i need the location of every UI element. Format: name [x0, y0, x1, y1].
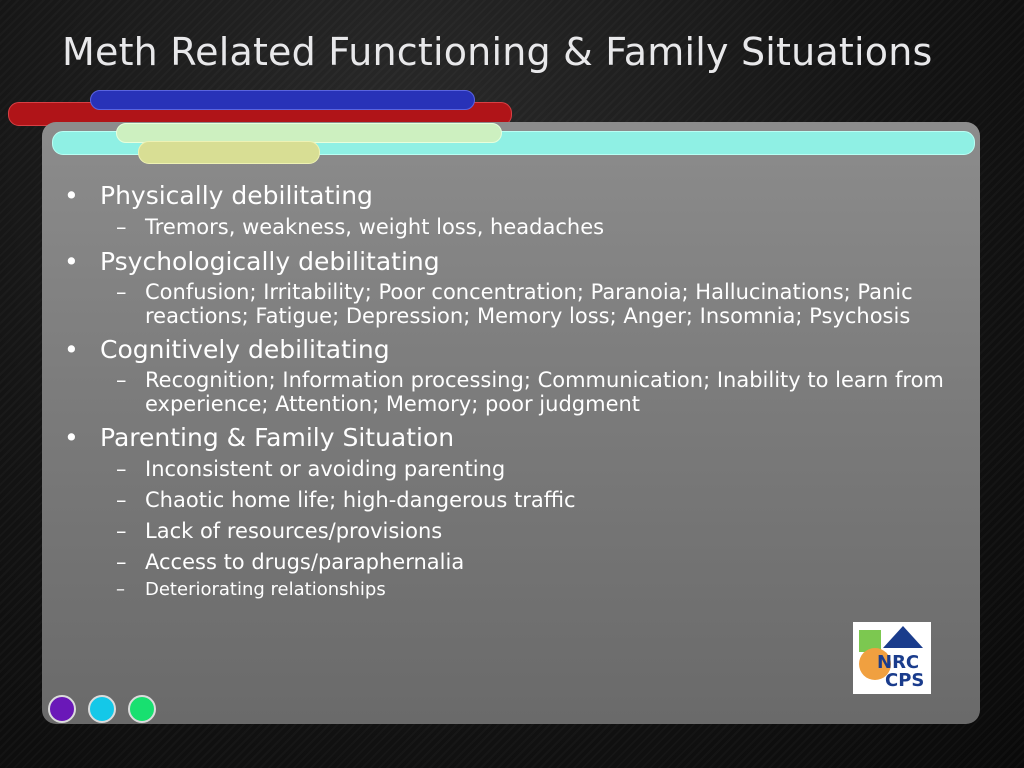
- sub-bullet-item: [116, 368, 964, 416]
- bullet-item: • Physically debilitating: [64, 180, 964, 212]
- dash-icon: –: [116, 215, 127, 239]
- sub-bullet-item: [116, 215, 964, 239]
- sub-bullet-text: Recognition; Information processing; Communication; Inability to learn from experience; Attention; Memory; poor judgment: [145, 368, 944, 416]
- purple-dot-icon: [48, 695, 76, 723]
- nrc-cps-logo: [853, 622, 931, 694]
- sub-bullet-text: Chaotic home life; high-dangerous traffic: [145, 488, 576, 512]
- sub-bullet-text: Access to drugs/paraphernalia: [145, 550, 465, 574]
- sub-bullet-text: Confusion; Irritability; Poor concentration; Paranoia; Hallucinations; Panic reactions; Fatigue; Depression; Memory loss; Anger; Insomnia; Psychosis: [145, 280, 913, 328]
- dash-icon: –: [116, 519, 127, 543]
- sub-bullet-text: Deteriorating relationships: [145, 579, 386, 600]
- bullet-list: [64, 180, 964, 601]
- bullet-item: • Cognitively debilitating: [64, 334, 964, 366]
- decorative-bar-yellow: [138, 141, 320, 164]
- sub-bullet-text: Lack of resources/provisions: [145, 519, 443, 543]
- sub-bullet-item: [116, 519, 964, 543]
- green-dot-icon: [128, 695, 156, 723]
- dash-icon: –: [116, 280, 127, 304]
- dash-icon: –: [116, 579, 125, 600]
- dash-icon: –: [116, 550, 127, 574]
- bullet-item: • Parenting & Family Situation: [64, 422, 964, 454]
- slide-title: Meth Related Functioning & Family Situations: [62, 30, 933, 74]
- decorative-bar-light-green: [116, 123, 502, 143]
- sub-bullet-item: [116, 550, 964, 574]
- sub-bullet-item: [116, 280, 964, 328]
- decorative-bar-blue: [90, 90, 475, 110]
- dash-icon: –: [116, 457, 127, 481]
- sub-bullet-text: Tremors, weakness, weight loss, headaches: [145, 215, 605, 239]
- logo-text-cps: CPS: [885, 670, 925, 691]
- sub-bullet-item: [116, 457, 964, 481]
- sub-bullet-item: [116, 579, 964, 601]
- dash-icon: –: [116, 488, 127, 512]
- bullet-item: • Psychologically debilitating: [64, 246, 964, 278]
- logo-text-nrc: NRC: [877, 652, 920, 673]
- sub-bullet-text: Inconsistent or avoiding parenting: [145, 457, 506, 481]
- sub-bullet-item: [116, 488, 964, 512]
- cyan-dot-icon: [88, 695, 116, 723]
- dash-icon: –: [116, 368, 127, 392]
